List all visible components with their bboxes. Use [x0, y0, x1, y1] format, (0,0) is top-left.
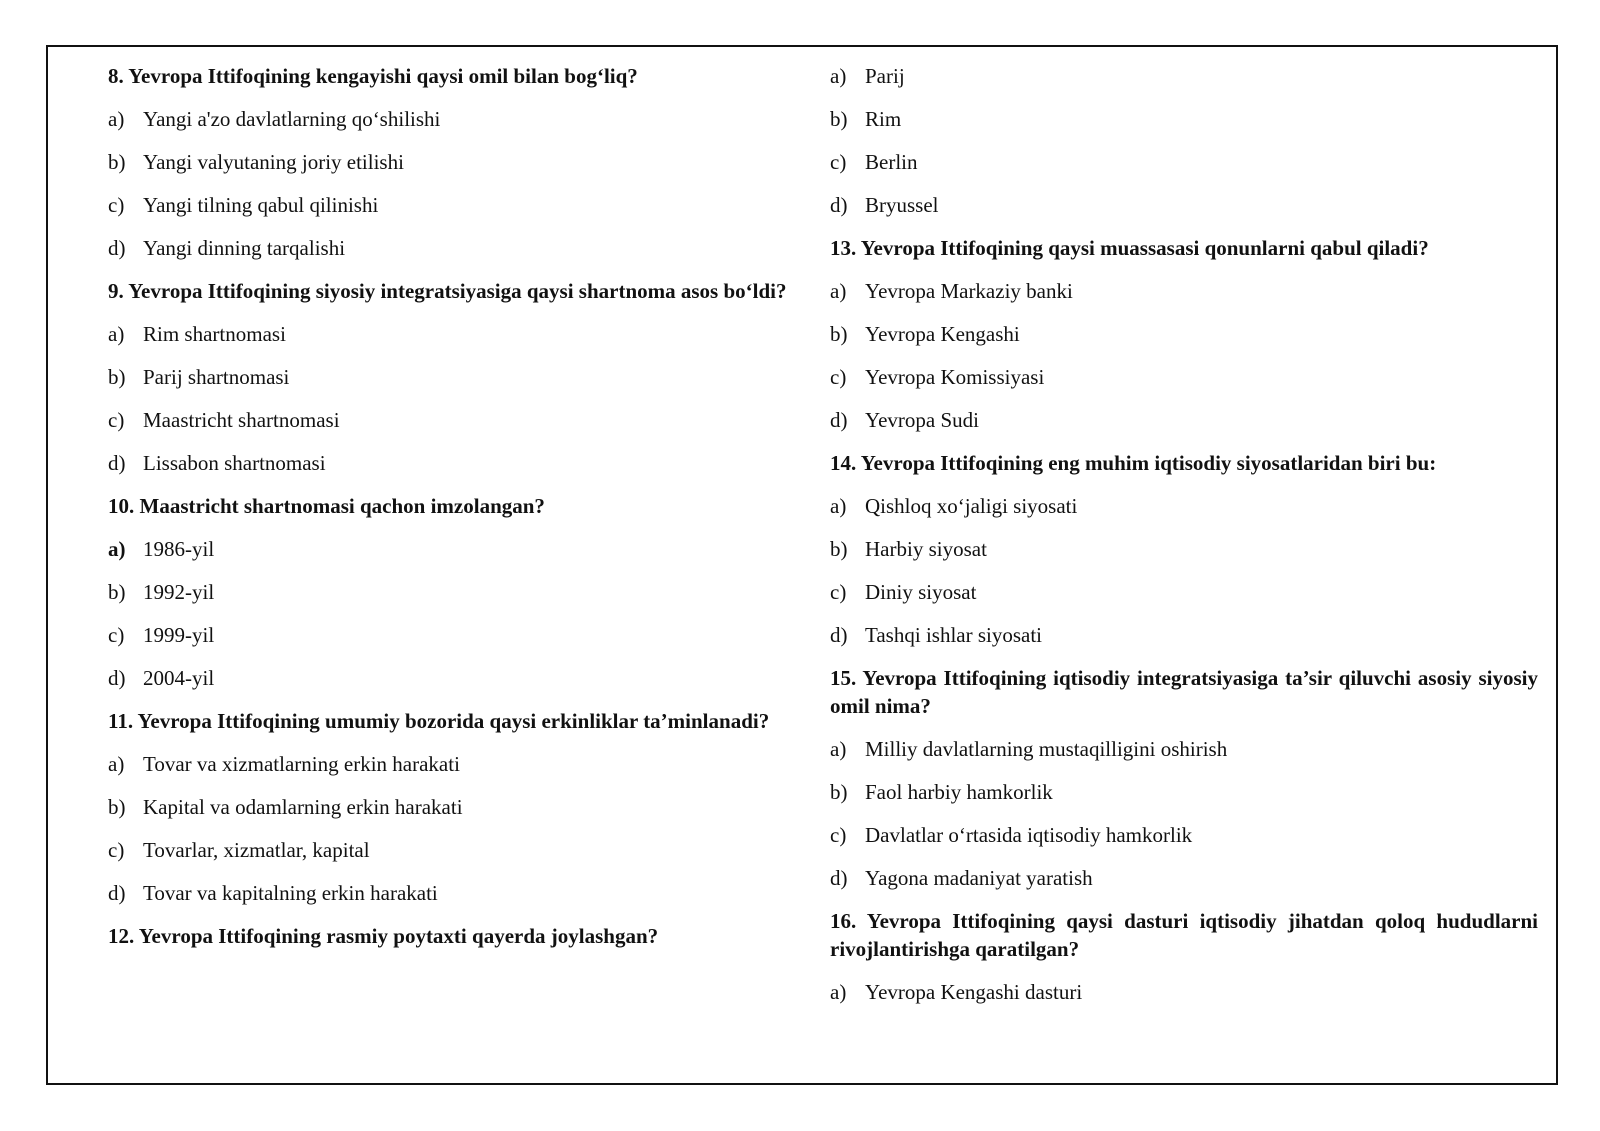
option-text: Yevropa Markaziy banki	[865, 279, 1073, 303]
option-letter: c)	[830, 150, 847, 174]
answer-option	[108, 750, 816, 793]
answer-option	[830, 320, 1538, 363]
option-letter: a)	[108, 537, 126, 561]
answer-option	[108, 191, 816, 234]
option-letter: c)	[108, 193, 125, 217]
question-text: 13. Yevropa Ittifoqining qaysi muassasasi qonunlarni qabul qiladi?	[830, 236, 1429, 260]
answer-option	[830, 492, 1538, 535]
option-text: Tashqi ishlar siyosati	[865, 623, 1043, 647]
option-letter: a)	[108, 322, 125, 346]
answer-option	[830, 148, 1538, 191]
option-letter: b)	[108, 150, 126, 174]
answer-option	[108, 320, 816, 363]
option-letter: b)	[830, 537, 848, 561]
answer-option	[108, 836, 816, 879]
option-letter: c)	[830, 365, 847, 389]
question-text: 9. Yevropa Ittifoqining siyosiy integratsiyasiga qaysi shartnoma asos bo‘ldi?	[108, 279, 787, 303]
question-text: 8. Yevropa Ittifoqining kengayishi qaysi omil bilan bog‘liq?	[108, 64, 638, 88]
option-text: Parij shartnomasi	[143, 365, 290, 389]
answer-option	[830, 978, 1538, 1021]
option-text: Tovar va xizmatlarning erkin harakati	[143, 752, 460, 776]
option-letter: a)	[830, 737, 847, 761]
answer-option	[108, 879, 816, 922]
option-text: Diniy siyosat	[865, 580, 977, 604]
answer-option	[108, 793, 816, 836]
option-letter: d)	[830, 193, 848, 217]
option-letter: c)	[108, 623, 125, 647]
option-text: Yangi tilning qabul qilinishi	[143, 193, 379, 217]
option-letter: d)	[108, 881, 126, 905]
option-letter: d)	[830, 866, 848, 890]
answer-option	[108, 535, 816, 578]
option-text: Tovarlar, xizmatlar, kapital	[143, 838, 370, 862]
option-letter: a)	[830, 980, 847, 1004]
answer-option	[108, 148, 816, 191]
answer-option	[108, 105, 816, 148]
answer-option	[830, 191, 1538, 234]
option-text: 1999-yil	[143, 623, 215, 647]
option-text: Qishloq xo‘jaligi siyosati	[865, 494, 1078, 518]
option-text: 1992-yil	[143, 580, 215, 604]
option-text: Parij	[865, 64, 905, 88]
option-letter: a)	[108, 107, 125, 131]
option-letter: c)	[830, 823, 847, 847]
answer-option	[108, 406, 816, 449]
answer-option	[830, 821, 1538, 864]
option-letter: a)	[830, 494, 847, 518]
option-letter: d)	[108, 236, 126, 260]
option-text: Yangi valyutaning joriy etilishi	[143, 150, 404, 174]
option-text: Davlatlar o‘rtasida iqtisodiy hamkorlik	[865, 823, 1193, 847]
option-letter: b)	[108, 365, 126, 389]
answer-option	[108, 234, 816, 277]
option-letter: c)	[108, 408, 125, 432]
option-letter: d)	[108, 451, 126, 475]
option-letter: a)	[830, 64, 847, 88]
option-letter: c)	[108, 838, 125, 862]
option-text: Faol harbiy hamkorlik	[865, 780, 1053, 804]
answer-option	[830, 864, 1538, 907]
option-text: Yevropa Sudi	[865, 408, 979, 432]
option-letter: d)	[108, 666, 126, 690]
answer-option	[830, 406, 1538, 449]
option-letter: b)	[830, 322, 848, 346]
answer-option	[830, 277, 1538, 320]
option-letter: b)	[108, 580, 126, 604]
option-text: Yangi a'zo davlatlarning qo‘shilishi	[143, 107, 441, 131]
option-letter: a)	[108, 752, 125, 776]
option-text: Kapital va odamlarning erkin harakati	[143, 795, 463, 819]
question-text: 10. Maastricht shartnomasi qachon imzolangan?	[108, 494, 545, 518]
answer-option	[108, 621, 816, 664]
option-letter: c)	[830, 580, 847, 604]
option-text: Bryussel	[865, 193, 939, 217]
option-text: 2004-yil	[143, 666, 215, 690]
option-text: Yangi dinning tarqalishi	[143, 236, 346, 260]
answer-option	[830, 363, 1538, 406]
left-column	[108, 62, 816, 965]
option-text: Milliy davlatlarning mustaqilligini oshirish	[865, 737, 1228, 761]
answer-option	[830, 735, 1538, 778]
question-text: 11. Yevropa Ittifoqining umumiy bozorida qaysi erkinliklar ta’minlanadi?	[108, 709, 770, 733]
answer-option	[108, 449, 816, 492]
option-letter: b)	[830, 107, 848, 131]
option-letter: d)	[830, 623, 848, 647]
option-text: 1986-yil	[143, 537, 215, 561]
answer-option	[830, 105, 1538, 148]
answer-option	[830, 778, 1538, 821]
answer-option	[108, 578, 816, 621]
option-text: Yevropa Kengashi dasturi	[865, 980, 1083, 1004]
answer-option	[830, 535, 1538, 578]
right-column	[830, 62, 1538, 1021]
option-text: Harbiy siyosat	[865, 537, 987, 561]
option-text: Yagona madaniyat yaratish	[865, 866, 1093, 890]
option-text: Yevropa Kengashi	[865, 322, 1020, 346]
answer-option	[108, 664, 816, 707]
question-text: 14. Yevropa Ittifoqining eng muhim iqtisodiy siyosatlaridan biri bu:	[830, 451, 1437, 475]
option-text: Tovar va kapitalning erkin harakati	[143, 881, 438, 905]
option-text: Berlin	[865, 150, 918, 174]
answer-option	[108, 363, 816, 406]
question-text: 16. Yevropa Ittifoqining qaysi dasturi iqtisodiy jihatdan qoloq hududlarni rivojlantirishga qaratilgan?	[830, 909, 1538, 961]
answer-option	[830, 62, 1538, 105]
option-text: Maastricht shartnomasi	[143, 408, 340, 432]
option-text: Lissabon shartnomasi	[143, 451, 326, 475]
option-text: Rim shartnomasi	[143, 322, 286, 346]
question-text: 15. Yevropa Ittifoqining iqtisodiy integratsiyasiga ta’sir qiluvchi asosiy siyosiy omil nima?	[830, 666, 1538, 718]
option-text: Yevropa Komissiyasi	[865, 365, 1045, 389]
option-letter: d)	[830, 408, 848, 432]
answer-option	[830, 578, 1538, 621]
option-letter: b)	[108, 795, 126, 819]
option-letter: a)	[830, 279, 847, 303]
option-text: Rim	[865, 107, 902, 131]
question-text: 12. Yevropa Ittifoqining rasmiy poytaxti qayerda joylashgan?	[108, 924, 659, 948]
option-letter: b)	[830, 780, 848, 804]
answer-option	[830, 621, 1538, 664]
